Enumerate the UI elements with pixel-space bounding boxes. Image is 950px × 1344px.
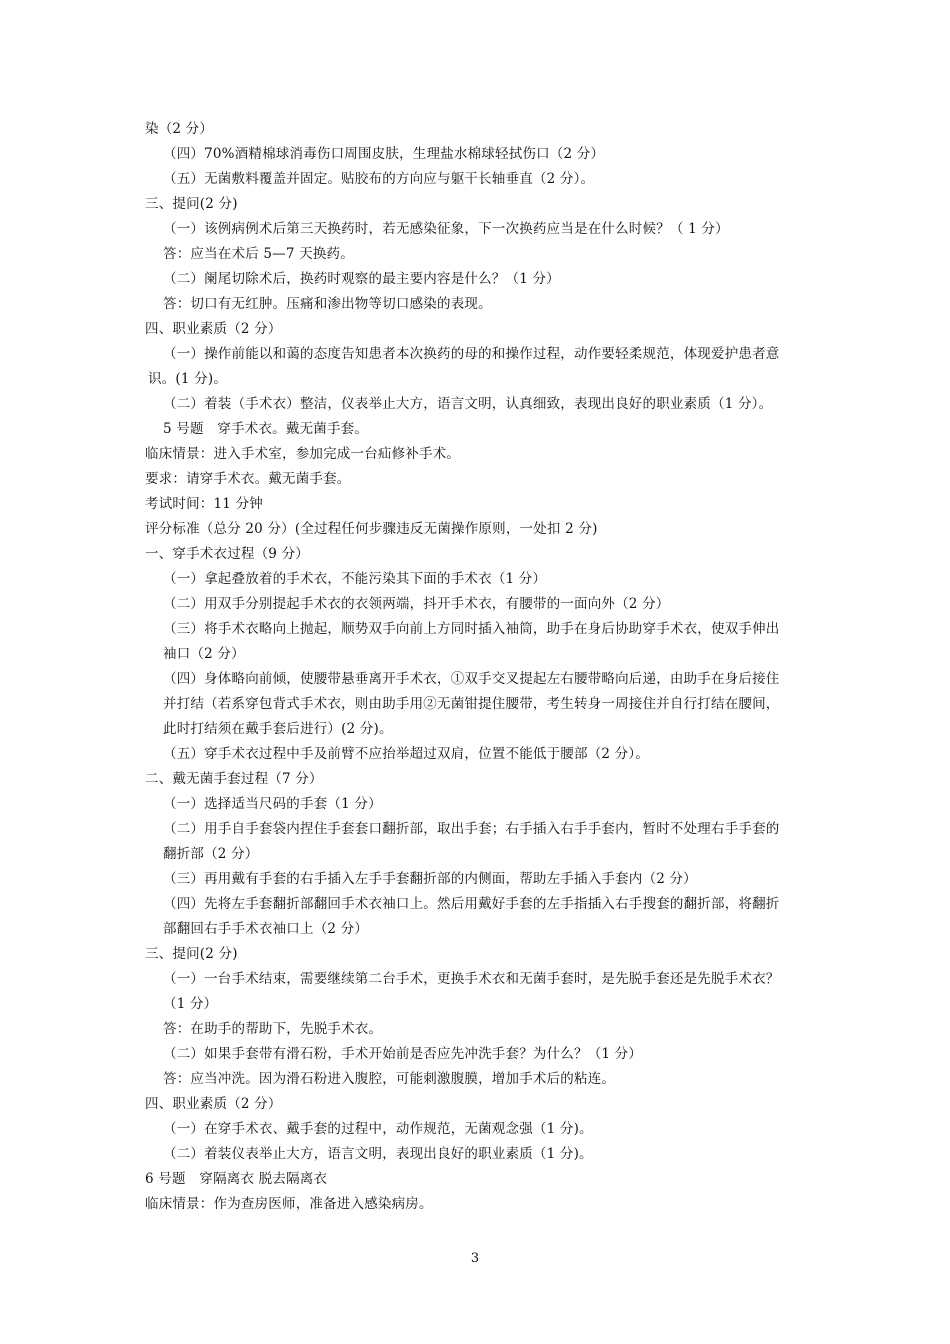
question-line: （一）该例病例术后第三天换药时，若无感染征象，下一次换药应当是在什么时候？（ 1 分） (163, 221, 729, 237)
question-line: （二）阑尾切除术后，换药时观察的最主要内容是什么？（1 分） (163, 271, 560, 287)
text-line: 识。(1 分)。 (148, 371, 228, 387)
text-line: 袖口（2 分） (163, 646, 245, 662)
text-line: 翻折部（2 分） (163, 846, 259, 862)
section-heading: 二、戴无菌手套过程（7 分） (145, 771, 323, 787)
text-line: 染（2 分） (145, 121, 214, 137)
text-line: （四）先将左手套翻折部翻回手术衣袖口上。然后用戴好手套的左手指插入右手搜套的翻折部，将翻折 (163, 896, 780, 912)
text-line: 并打结（若系穿包背式手术衣，则由助手用②无菌钳提住腰带，考生转身一周接住并自行打结在腰间， (163, 696, 780, 712)
text-line: 要求：请穿手术衣。戴无菌手套。 (145, 471, 351, 487)
text-line: （四）70%酒精棉球消毒伤口周围皮肤，生理盐水棉球轻拭伤口（2 分） (163, 146, 605, 162)
text-line: （二）用双手分别提起手术衣的衣领两端，抖开手术衣，有腰带的一面向外（2 分） (163, 596, 670, 612)
page-number: 3 (470, 1251, 480, 1266)
answer-line: 答：应当在术后 5—7 天换药。 (163, 246, 354, 262)
text-line: （一）拿起叠放着的手术衣，不能污染其下面的手术衣（1 分） (163, 571, 547, 587)
text-line: （一）选择适当尺码的手套（1 分） (163, 796, 382, 812)
question-title: 6 号题 穿隔离衣 脱去隔离衣 (145, 1171, 328, 1187)
section-heading: 四、职业素质（2 分） (145, 1096, 282, 1112)
text-line: 考试时间：11 分钟 (145, 496, 263, 512)
text-line: （一）在穿手术衣、戴手套的过程中，动作规范，无菌观念强（1 分)。 (163, 1121, 593, 1137)
text-line: （二）用手自手套袋内捏住手套套口翻折部，取出手套；右手插入右手手套内，暂时不处理右手手套的 (163, 821, 780, 837)
section-heading: 三、提问(2 分) (145, 196, 238, 212)
answer-line: 答：应当冲洗。因为滑石粉进入腹腔，可能刺激腹膜，增加手术后的粘连。 (163, 1071, 616, 1087)
text-line: （三）再用戴有手套的右手插入左手手套翻折部的内侧面，帮助左手插入手套内（2 分） (163, 871, 697, 887)
question-line: （一）一台手术结束，需要继续第二台手术，更换手术衣和无菌手套时，是先脱手套还是先脱手术衣？ (163, 971, 780, 987)
text-line: 临床情景：进入手术室，参加完成一台疝修补手术。 (145, 446, 461, 462)
text-line: 部翻回右手手术衣袖口上（2 分） (163, 921, 369, 937)
text-line: 评分标准（总分 20 分）(全过程任何步骤违反无菌操作原则，一处扣 2 分) (145, 521, 598, 537)
question-title: 5 号题 穿手术衣。戴无菌手套。 (163, 421, 369, 437)
text-line: （三）将手术衣略向上抛起，顺势双手向前上方同时插入袖筒，助手在身后协助穿手术衣，使双手伸出 (163, 621, 780, 637)
question-line: （1 分） (163, 996, 218, 1012)
text-line: （五）无菌敷料覆盖并固定。贴胶布的方向应与躯干长轴垂直（2 分）。 (163, 171, 595, 187)
section-heading: 一、穿手术衣过程（9 分） (145, 546, 309, 562)
answer-line: 答：切口有无红肿。压痛和渗出物等切口感染的表现。 (163, 296, 492, 312)
section-heading: 三、提问(2 分) (145, 946, 238, 962)
answer-line: 答：在助手的帮助下，先脱手术衣。 (163, 1021, 383, 1037)
section-heading: 四、职业素质（2 分） (145, 321, 282, 337)
text-line: 临床情景：作为查房医师，准备进入感染病房。 (145, 1196, 433, 1212)
text-line: （四）身体略向前倾，使腰带悬垂离开手术衣，①双手交叉提起左右腰带略向后递，由助手在身后接住 (163, 671, 780, 687)
text-line: （一）操作前能以和蔼的态度告知患者本次换药的母的和操作过程，动作要轻柔规范，体现爱护患者意 (163, 346, 780, 362)
question-line: （二）如果手套带有滑石粉，手术开始前是否应先冲洗手套？为什么？（1 分） (163, 1046, 643, 1062)
text-line: （二）着装仪表举止大方，语言文明，表现出良好的职业素质（1 分)。 (163, 1146, 593, 1162)
text-line: 此时打结须在戴手套后进行）(2 分)。 (163, 721, 393, 737)
text-line: （二）着装（手术衣）整洁，仪表举止大方，语言文明，认真细致，表现出良好的职业素质（1 分）。 (163, 396, 773, 412)
text-line: （五）穿手术衣过程中手及前臂不应抬举超过双肩，位置不能低于腰部（2 分）。 (163, 746, 650, 762)
